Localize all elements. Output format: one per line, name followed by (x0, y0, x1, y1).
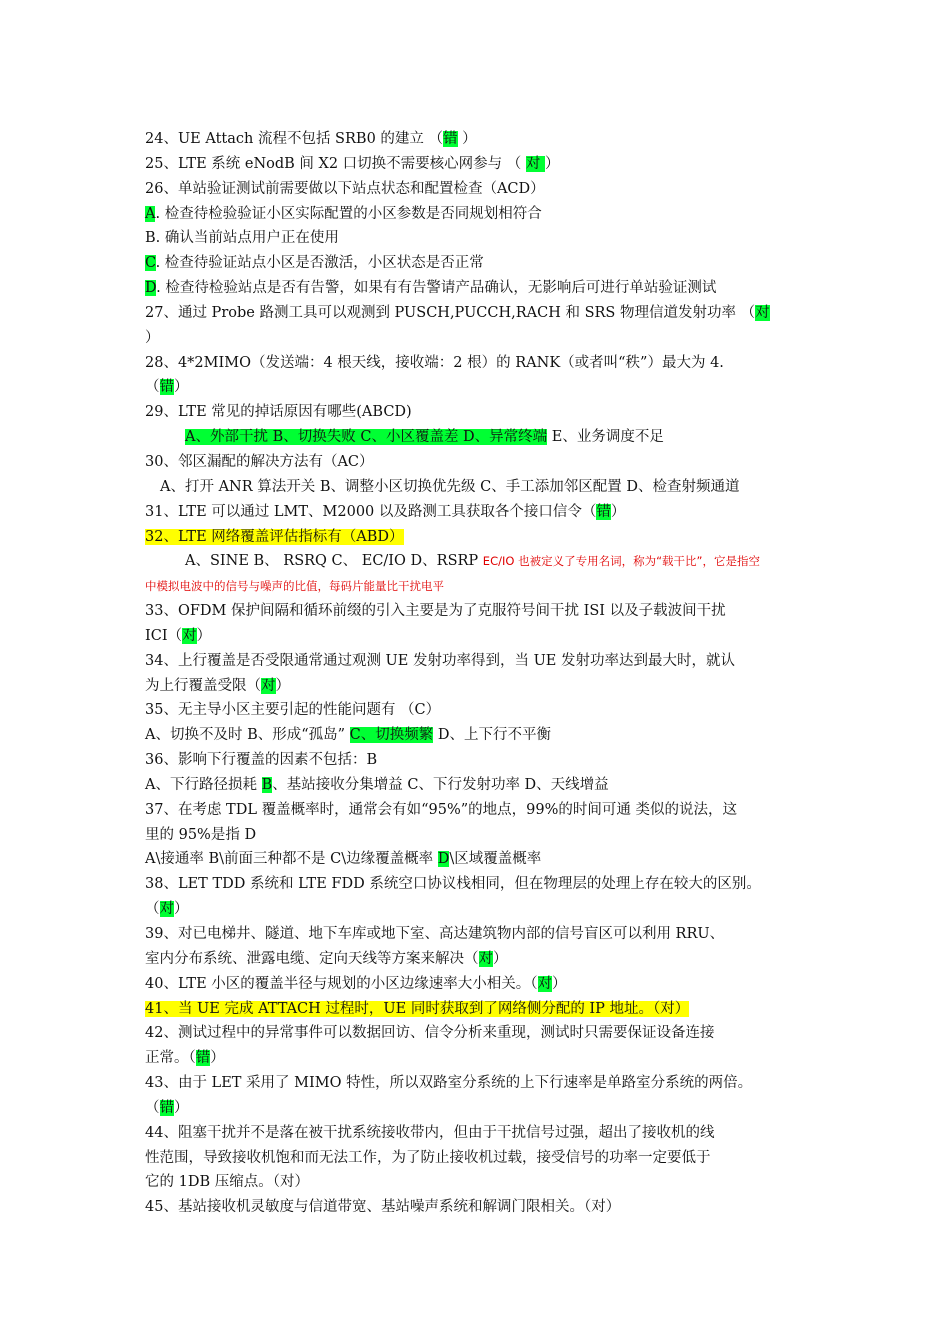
document-body (145, 127, 810, 1220)
question-line-q24 (145, 127, 810, 152)
line-text: （ (145, 1099, 160, 1116)
question-line-q26 (145, 177, 810, 202)
question-line-q40 (145, 972, 810, 997)
line-text: ） (196, 627, 212, 644)
question-line-q35o (145, 723, 810, 748)
question-line-q36o (145, 773, 810, 798)
line-text: ） (275, 677, 290, 694)
question-line-q39 (145, 922, 810, 947)
line-text: （ (145, 379, 160, 396)
answer-highlight: 错 (443, 131, 458, 147)
question-line-q32n (145, 574, 810, 599)
line-text: ） (610, 503, 626, 520)
question-line-q27b (145, 326, 810, 351)
question-line-q45 (145, 1195, 810, 1220)
line-text: . 检查待检验验证小区实际配置的小区参数是否同规划相符合 (155, 205, 542, 222)
answer-highlight: 对 (537, 975, 553, 992)
question-line-q37b (145, 823, 810, 848)
line-text: 31、LTE 可以通过 LMT、M2000 以及路测工具获取各个接口信令（ (145, 503, 597, 520)
line-text: ） (174, 1099, 189, 1116)
line-text: 43、由于 LET 采用了 MIMO 特性，所以双路室分系统的上下行速率是单路室分系统的两倍。 (145, 1075, 753, 1092)
line-text: （ (145, 901, 160, 918)
question-line-q44 (145, 1121, 810, 1146)
line-text: 36、影响下行覆盖的因素不包括：B (145, 752, 378, 769)
highlighted-question: 32、LTE 网络覆盖评估指标有（ABD） (145, 528, 404, 545)
red-annotation: EC/IO 也被定义了专用名词，称为“载干比”，它是指空 (482, 554, 760, 569)
line-text: 44、阻塞干扰并不是落在被干扰系统接收带内，但由于干扰信号过强，超出了接收机的线 (145, 1124, 715, 1141)
answer-highlight: 对 (159, 901, 174, 918)
question-line-q26d (145, 276, 810, 301)
question-line-q43 (145, 1071, 810, 1096)
line-text: A、下行路径损耗 (145, 776, 262, 793)
line-text: 24、UE Attach 流程不包括 SRB0 的建立 （ (145, 131, 444, 147)
line-text: ） (493, 950, 508, 967)
line-text: ） (545, 155, 560, 172)
line-text: 39、对已电梯井、隧道、地下车库或地下室、高达建筑物内部的信号盲区可以利用 RRU、 (145, 926, 725, 942)
line-text: \区域覆盖概率 (449, 851, 542, 868)
answer-highlight: A、外部干扰 B、切换失败 C、小区覆盖差 D、异常终端 (185, 429, 548, 446)
line-text: ） (174, 379, 189, 396)
answer-highlight: 对 (182, 627, 197, 644)
line-text: 室内分布系统、泄露电缆、定向天线等方案来解决（ (145, 950, 479, 967)
answer-highlight: C、切换频繁 (349, 727, 434, 744)
question-line-q30o (145, 475, 810, 500)
question-line-q35 (145, 698, 810, 723)
question-line-q42b (145, 1046, 810, 1071)
answer-highlight: 错 (596, 503, 611, 520)
question-line-q44b (145, 1146, 810, 1171)
answer-highlight: 对 (478, 950, 493, 967)
answer-highlight: B (261, 776, 273, 793)
line-text: 30、邻区漏配的解决方法有（AC） (145, 453, 374, 470)
line-text: B. 确认当前站点用户正在使用 (145, 230, 339, 247)
line-text: D、上下行不平衡 (433, 727, 552, 744)
answer-highlight: 错 (195, 1050, 211, 1067)
line-text: 性范围，导致接收机饱和而无法工作，为了防止接收机过载，接受信号的功率一定要低于 (145, 1149, 711, 1166)
line-text: 正常。（ (145, 1050, 196, 1067)
line-text: 26、单站验证测试前需要做以下站点状态和配置检查（ACD） (145, 180, 545, 197)
question-line-q33b (145, 624, 810, 649)
answer-highlight: D (437, 851, 450, 868)
question-line-q37 (145, 798, 810, 823)
line-text: 29、LTE 常见的掉话原因有哪些(ABCD) (145, 404, 412, 421)
line-text: A、SINE B、 RSRQ C、 EC/IO D、RSRP (185, 553, 483, 570)
question-line-q32 (145, 525, 810, 550)
question-line-q26b (145, 226, 810, 251)
answer-highlight: D (145, 280, 157, 297)
question-line-q34b (145, 674, 810, 699)
question-line-q33 (145, 599, 810, 624)
line-text: A、打开 ANR 算法开关 B、调整小区切换优先级 C、手工添加邻区配置 D、检查射频通道 (160, 478, 740, 495)
question-line-q38b (145, 897, 810, 922)
line-text: ICI（ (145, 627, 183, 644)
question-line-q36 (145, 748, 810, 773)
line-text: 28、4*2MIMO（发送端：4 根天线，接收端：2 根）的 RANK（或者叫“秩”）最大为 4. (145, 354, 724, 371)
line-text: 它的 1DB 压缩点。（对） (145, 1174, 309, 1191)
line-text: E、业务调度不足 (547, 429, 664, 446)
question-line-q44c (145, 1170, 810, 1195)
question-line-q25 (145, 152, 810, 177)
red-annotation: 中模拟电波中的信号与噪声的比值，每码片能量比干扰电平 (145, 579, 444, 594)
question-line-q32o (145, 549, 810, 574)
answer-highlight: 错 (159, 1099, 174, 1116)
line-text: 、基站接收分集增益 C、下行发射功率 D、天线增益 (272, 776, 609, 793)
question-line-q27 (145, 301, 810, 326)
answer-highlight: 对 (755, 304, 770, 321)
line-text: 42、测试过程中的异常事件可以数据回访、信令分析来重现，测试时只需要保证设备连接 (145, 1025, 715, 1042)
line-text: 25、LTE 系统 eNodB 间 X2 口切换不需要核心网参与 （ (145, 155, 526, 172)
line-text: 40、LTE 小区的覆盖半径与规划的小区边缘速率大小相关。（ (145, 975, 538, 992)
line-text: 37、在考虑 TDL 覆盖概率时，通常会有如“95%”的地点，99%的时间可通 类似的说法，这 (145, 801, 737, 818)
line-text: 27、通过 Probe 路测工具可以观测到 PUSCH,PUCCH,RACH 和 SRS 物理信道发射功率 （ (145, 304, 756, 321)
question-line-q34 (145, 649, 810, 674)
line-text: ） (174, 901, 189, 918)
question-line-q28b (145, 375, 810, 400)
line-text: A、切换不及时 B、形成“孤岛” (145, 727, 350, 744)
line-text: ） (457, 131, 477, 147)
line-text: ） (145, 329, 160, 346)
question-line-q28 (145, 351, 810, 376)
question-line-q29o (145, 425, 810, 450)
question-line-q41 (145, 997, 810, 1022)
question-line-q37o (145, 847, 810, 872)
line-text: . 检查待检验站点是否有告警，如果有有告警请产品确认，无影响后可进行单站验证测试 (156, 280, 717, 297)
question-line-q31 (145, 500, 810, 525)
line-text: 33、OFDM 保护间隔和循环前缀的引入主要是为了克服符号间干扰 ISI 以及子载波间干扰 (145, 603, 726, 620)
answer-highlight: 对 (525, 155, 546, 172)
line-text: 里的 95%是指 D (145, 826, 257, 843)
question-line-q43b (145, 1096, 810, 1121)
answer-highlight: 对 (261, 677, 276, 694)
question-line-q38 (145, 872, 810, 897)
line-text: 45、基站接收机灵敏度与信道带宽、基站噪声系统和解调门限相关。（对） (145, 1199, 621, 1216)
question-line-q42 (145, 1021, 810, 1046)
line-text: 35、无主导小区主要引起的性能问题有 （C） (145, 702, 441, 719)
highlighted-question: 41、当 UE 完成 ATTACH 过程时，UE 同时获取到了网络侧分配的 IP 地址。（对） (145, 1000, 690, 1017)
answer-highlight: C (145, 255, 156, 272)
question-line-q39b (145, 947, 810, 972)
line-text: 38、LET TDD 系统和 LTE FDD 系统空口协议栈相同，但在物理层的处理上存在较大的区别。 (145, 876, 761, 893)
answer-highlight: 错 (159, 379, 174, 396)
line-text: ） (552, 975, 567, 992)
line-text: 为上行覆盖受限（ (145, 677, 261, 694)
line-text: . 检查待验证站点小区是否激活，小区状态是否正常 (155, 255, 484, 272)
line-text: A\接通率 B\前面三种都不是 C\边缘覆盖概率 (145, 851, 438, 868)
question-line-q26a (145, 202, 810, 227)
question-line-q29 (145, 400, 810, 425)
line-text: 34、上行覆盖是否受限通常通过观测 UE 发射功率得到，当 UE 发射功率达到最大时，就认 (145, 652, 735, 669)
question-line-q30 (145, 450, 810, 475)
answer-highlight: A (145, 205, 156, 222)
question-line-q26c (145, 251, 810, 276)
line-text: ） (210, 1050, 225, 1067)
